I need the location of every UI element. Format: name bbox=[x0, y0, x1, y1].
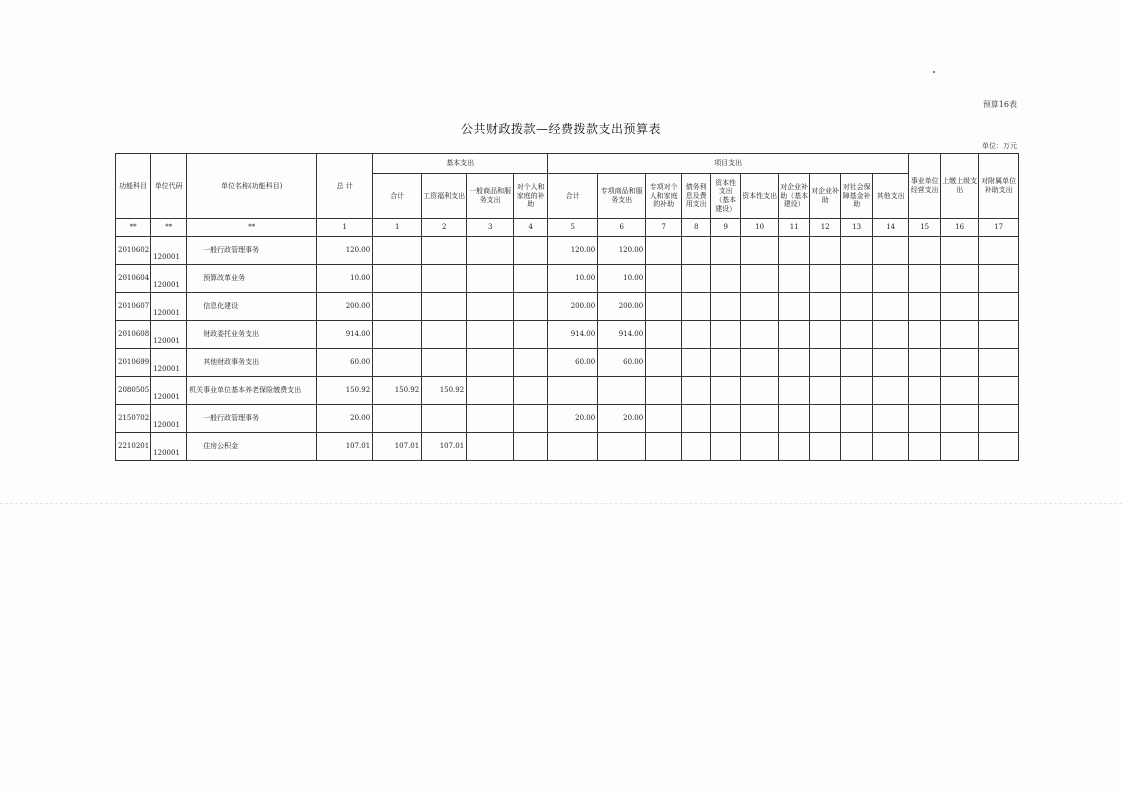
header-enterprise: 对企业补助 bbox=[810, 174, 841, 219]
empty-cell bbox=[514, 433, 548, 461]
project-subtotal-cell: 120.00 bbox=[548, 237, 598, 265]
unit-code-cell: 120001 bbox=[151, 433, 187, 461]
unit-name-cell: 机关事业单位基本养老保险缴费支出 bbox=[187, 377, 317, 405]
empty-cell bbox=[941, 293, 979, 321]
page-title: 公共财政拨款—经费拨款支出预算表 bbox=[460, 122, 661, 136]
unit-name-cell: 预算改革业务 bbox=[187, 265, 317, 293]
project-subtotal-cell bbox=[548, 433, 598, 461]
unit-name-cell: 一般行政管理事务 bbox=[187, 237, 317, 265]
header-public-service: 事业单位经营支出 bbox=[909, 154, 941, 219]
unit-code-cell: 120001 bbox=[151, 265, 187, 293]
empty-cell bbox=[682, 405, 711, 433]
empty-cell bbox=[741, 237, 779, 265]
empty-cell bbox=[646, 405, 682, 433]
basic-subtotal-cell bbox=[373, 237, 422, 265]
goods-project-cell: 120.00 bbox=[598, 237, 646, 265]
func-code-cell: 2010602 bbox=[116, 237, 151, 265]
header-other: 其他支出 bbox=[873, 174, 909, 219]
empty-cell bbox=[682, 237, 711, 265]
empty-cell bbox=[909, 265, 941, 293]
empty-cell bbox=[646, 349, 682, 377]
basic-subtotal-cell bbox=[373, 293, 422, 321]
func-code-cell: 2210201 bbox=[116, 433, 151, 461]
empty-cell bbox=[941, 237, 979, 265]
empty-cell bbox=[711, 265, 741, 293]
empty-cell bbox=[779, 405, 810, 433]
basic-subtotal-cell bbox=[373, 405, 422, 433]
table-row bbox=[116, 293, 1019, 321]
empty-cell bbox=[810, 349, 841, 377]
empty-cell bbox=[941, 321, 979, 349]
index-cell: 17 bbox=[979, 219, 1019, 237]
empty-cell bbox=[711, 405, 741, 433]
index-cell: 9 bbox=[711, 219, 741, 237]
empty-cell bbox=[467, 377, 514, 405]
unit-code-cell: 120001 bbox=[151, 293, 187, 321]
empty-cell bbox=[779, 237, 810, 265]
unit-name-cell: 其他财政事务支出 bbox=[187, 349, 317, 377]
empty-cell bbox=[810, 405, 841, 433]
index-cell: 1 bbox=[317, 219, 373, 237]
empty-cell bbox=[711, 293, 741, 321]
empty-cell bbox=[779, 349, 810, 377]
empty-cell bbox=[467, 237, 514, 265]
index-row bbox=[116, 219, 1019, 237]
empty-cell bbox=[514, 349, 548, 377]
goods-project-cell: 10.00 bbox=[598, 265, 646, 293]
empty-cell bbox=[841, 377, 873, 405]
empty-cell bbox=[909, 405, 941, 433]
empty-cell bbox=[741, 433, 779, 461]
basic-subtotal-cell bbox=[373, 265, 422, 293]
empty-cell bbox=[810, 377, 841, 405]
table-row bbox=[116, 349, 1019, 377]
empty-cell bbox=[841, 349, 873, 377]
func-code-cell: 2010604 bbox=[116, 265, 151, 293]
empty-cell bbox=[941, 433, 979, 461]
project-subtotal-cell: 10.00 bbox=[548, 265, 598, 293]
empty-cell bbox=[779, 377, 810, 405]
salary-cell bbox=[422, 293, 467, 321]
empty-cell bbox=[810, 237, 841, 265]
empty-cell bbox=[682, 377, 711, 405]
total-cell: 200.00 bbox=[317, 293, 373, 321]
empty-cell bbox=[467, 405, 514, 433]
scan-artifact-line bbox=[0, 503, 1122, 504]
unit-code-cell: 120001 bbox=[151, 349, 187, 377]
empty-cell bbox=[467, 349, 514, 377]
unit-name-cell: 住房公积金 bbox=[187, 433, 317, 461]
empty-cell bbox=[909, 377, 941, 405]
salary-cell: 150.92 bbox=[422, 377, 467, 405]
empty-cell bbox=[711, 237, 741, 265]
empty-cell bbox=[841, 265, 873, 293]
empty-cell bbox=[810, 293, 841, 321]
empty-cell bbox=[941, 405, 979, 433]
table-row bbox=[116, 265, 1019, 293]
empty-cell bbox=[979, 377, 1019, 405]
basic-subtotal-cell bbox=[373, 349, 422, 377]
empty-cell bbox=[646, 321, 682, 349]
empty-cell bbox=[741, 321, 779, 349]
empty-cell bbox=[979, 293, 1019, 321]
header-capital: 资本性支出 bbox=[741, 174, 779, 219]
goods-project-cell: 60.00 bbox=[598, 349, 646, 377]
empty-cell bbox=[711, 321, 741, 349]
index-cell: 1 bbox=[373, 219, 422, 237]
unit-code-cell: 120001 bbox=[151, 405, 187, 433]
empty-cell bbox=[682, 433, 711, 461]
empty-cell bbox=[873, 321, 909, 349]
total-cell: 10.00 bbox=[317, 265, 373, 293]
empty-cell bbox=[979, 265, 1019, 293]
empty-cell bbox=[810, 265, 841, 293]
unit-code-cell: 120001 bbox=[151, 377, 187, 405]
header-salary: 工资福利支出 bbox=[422, 174, 467, 219]
empty-cell bbox=[909, 293, 941, 321]
table-row bbox=[116, 377, 1019, 405]
empty-cell bbox=[682, 349, 711, 377]
form-number: 预算16表 bbox=[982, 100, 1017, 109]
header-capital-basic: 资本性支出（基本建设） bbox=[711, 174, 741, 219]
empty-cell bbox=[682, 321, 711, 349]
total-cell: 20.00 bbox=[317, 405, 373, 433]
header-row-1 bbox=[116, 154, 1019, 174]
table-row bbox=[116, 237, 1019, 265]
goods-project-cell bbox=[598, 433, 646, 461]
index-cell: 3 bbox=[467, 219, 514, 237]
empty-cell bbox=[909, 349, 941, 377]
empty-cell bbox=[646, 377, 682, 405]
empty-cell bbox=[873, 405, 909, 433]
empty-cell bbox=[741, 265, 779, 293]
header-personal-family: 对个人和家庭的补助 bbox=[514, 174, 548, 219]
total-cell: 107.01 bbox=[317, 433, 373, 461]
index-cell: 4 bbox=[514, 219, 548, 237]
empty-cell bbox=[711, 349, 741, 377]
header-to-affiliated: 对附属单位补助支出 bbox=[979, 154, 1019, 219]
index-cell: 12 bbox=[810, 219, 841, 237]
empty-cell bbox=[514, 237, 548, 265]
empty-cell bbox=[741, 405, 779, 433]
empty-cell bbox=[841, 237, 873, 265]
empty-cell bbox=[514, 321, 548, 349]
empty-cell bbox=[682, 265, 711, 293]
empty-cell bbox=[873, 377, 909, 405]
basic-subtotal-cell: 150.92 bbox=[373, 377, 422, 405]
unit-name-cell: 信息化建设 bbox=[187, 293, 317, 321]
budget-table bbox=[115, 153, 1019, 461]
empty-cell bbox=[514, 405, 548, 433]
index-cell: 2 bbox=[422, 219, 467, 237]
salary-cell bbox=[422, 265, 467, 293]
unit-label: 单位：万元 bbox=[982, 142, 1017, 150]
project-subtotal-cell: 20.00 bbox=[548, 405, 598, 433]
func-code-cell: 2010699 bbox=[116, 349, 151, 377]
empty-cell bbox=[779, 433, 810, 461]
empty-cell bbox=[682, 293, 711, 321]
header-func-subject: 功能科目 bbox=[116, 154, 151, 219]
header-total: 总 计 bbox=[317, 154, 373, 219]
empty-cell bbox=[873, 433, 909, 461]
total-cell: 914.00 bbox=[317, 321, 373, 349]
empty-cell bbox=[646, 265, 682, 293]
header-basic-group: 基本支出 bbox=[373, 154, 548, 174]
empty-cell bbox=[841, 433, 873, 461]
unit-code-cell: 120001 bbox=[151, 237, 187, 265]
table-row bbox=[116, 321, 1019, 349]
header-unit-code: 单位代码 bbox=[151, 154, 187, 219]
func-code-cell: 2010608 bbox=[116, 321, 151, 349]
empty-cell bbox=[741, 293, 779, 321]
empty-cell bbox=[941, 349, 979, 377]
table-row bbox=[116, 433, 1019, 461]
empty-cell bbox=[741, 377, 779, 405]
empty-cell bbox=[646, 433, 682, 461]
total-cell: 150.92 bbox=[317, 377, 373, 405]
empty-cell bbox=[467, 293, 514, 321]
index-cell: 6 bbox=[598, 219, 646, 237]
salary-cell bbox=[422, 349, 467, 377]
index-cell: ** bbox=[151, 219, 187, 237]
header-debt-interest: 债务利息及费用支出 bbox=[682, 174, 711, 219]
index-cell: ** bbox=[116, 219, 151, 237]
index-cell: 7 bbox=[646, 219, 682, 237]
index-cell: 14 bbox=[873, 219, 909, 237]
unit-code-cell: 120001 bbox=[151, 321, 187, 349]
goods-project-cell bbox=[598, 377, 646, 405]
empty-cell bbox=[646, 293, 682, 321]
empty-cell bbox=[810, 321, 841, 349]
basic-subtotal-cell bbox=[373, 321, 422, 349]
index-cell: 8 bbox=[682, 219, 711, 237]
empty-cell bbox=[873, 265, 909, 293]
salary-cell bbox=[422, 405, 467, 433]
empty-cell bbox=[711, 377, 741, 405]
index-cell: 10 bbox=[741, 219, 779, 237]
empty-cell bbox=[779, 265, 810, 293]
func-code-cell: 2080505 bbox=[116, 377, 151, 405]
empty-cell bbox=[841, 293, 873, 321]
empty-cell bbox=[909, 321, 941, 349]
empty-cell bbox=[467, 433, 514, 461]
empty-cell bbox=[979, 321, 1019, 349]
total-cell: 60.00 bbox=[317, 349, 373, 377]
project-subtotal-cell bbox=[548, 377, 598, 405]
func-code-cell: 2150702 bbox=[116, 405, 151, 433]
header-subsidy-individual: 专项对个人和家庭的补助 bbox=[646, 174, 682, 219]
empty-cell bbox=[979, 349, 1019, 377]
empty-cell bbox=[467, 265, 514, 293]
index-cell: ** bbox=[187, 219, 317, 237]
header-goods-project: 专项商品和服务支出 bbox=[598, 174, 646, 219]
empty-cell bbox=[779, 321, 810, 349]
empty-cell bbox=[514, 377, 548, 405]
empty-cell bbox=[979, 405, 1019, 433]
index-cell: 15 bbox=[909, 219, 941, 237]
empty-cell bbox=[741, 349, 779, 377]
unit-name-cell: 一般行政管理事务 bbox=[187, 405, 317, 433]
empty-cell bbox=[514, 293, 548, 321]
project-subtotal-cell: 200.00 bbox=[548, 293, 598, 321]
empty-cell bbox=[873, 237, 909, 265]
empty-cell bbox=[467, 321, 514, 349]
total-cell: 120.00 bbox=[317, 237, 373, 265]
empty-cell bbox=[909, 237, 941, 265]
empty-cell bbox=[779, 293, 810, 321]
empty-cell bbox=[979, 237, 1019, 265]
basic-subtotal-cell: 107.01 bbox=[373, 433, 422, 461]
goods-project-cell: 20.00 bbox=[598, 405, 646, 433]
empty-cell bbox=[810, 433, 841, 461]
func-code-cell: 2010607 bbox=[116, 293, 151, 321]
index-cell: 5 bbox=[548, 219, 598, 237]
empty-cell bbox=[909, 433, 941, 461]
index-cell: 16 bbox=[941, 219, 979, 237]
empty-cell bbox=[711, 433, 741, 461]
goods-project-cell: 914.00 bbox=[598, 321, 646, 349]
goods-project-cell: 200.00 bbox=[598, 293, 646, 321]
header-goods-basic: 一般商品和服务支出 bbox=[467, 174, 514, 219]
header-social-fund: 对社会保障基金补助 bbox=[841, 174, 873, 219]
table-row bbox=[116, 405, 1019, 433]
header-basic-subtotal: 合计 bbox=[373, 174, 422, 219]
empty-cell bbox=[873, 349, 909, 377]
salary-cell bbox=[422, 237, 467, 265]
empty-cell bbox=[873, 293, 909, 321]
index-cell: 13 bbox=[841, 219, 873, 237]
unit-name-cell: 财政委托业务支出 bbox=[187, 321, 317, 349]
index-cell: 11 bbox=[779, 219, 810, 237]
empty-cell bbox=[979, 433, 1019, 461]
empty-cell bbox=[941, 265, 979, 293]
empty-cell bbox=[514, 265, 548, 293]
empty-cell bbox=[941, 377, 979, 405]
empty-cell bbox=[646, 237, 682, 265]
project-subtotal-cell: 60.00 bbox=[548, 349, 598, 377]
header-project-group: 项目支出 bbox=[548, 154, 909, 174]
project-subtotal-cell: 914.00 bbox=[548, 321, 598, 349]
header-enterprise-basic: 对企业补助（基本建设） bbox=[779, 174, 810, 219]
scan-speck bbox=[933, 71, 935, 73]
header-to-superior: 上缴上级支出 bbox=[941, 154, 979, 219]
salary-cell bbox=[422, 321, 467, 349]
header-project-subtotal: 合计 bbox=[548, 174, 598, 219]
header-unit-name: 单位名称(功能科目) bbox=[187, 154, 317, 219]
empty-cell bbox=[841, 321, 873, 349]
salary-cell: 107.01 bbox=[422, 433, 467, 461]
empty-cell bbox=[841, 405, 873, 433]
